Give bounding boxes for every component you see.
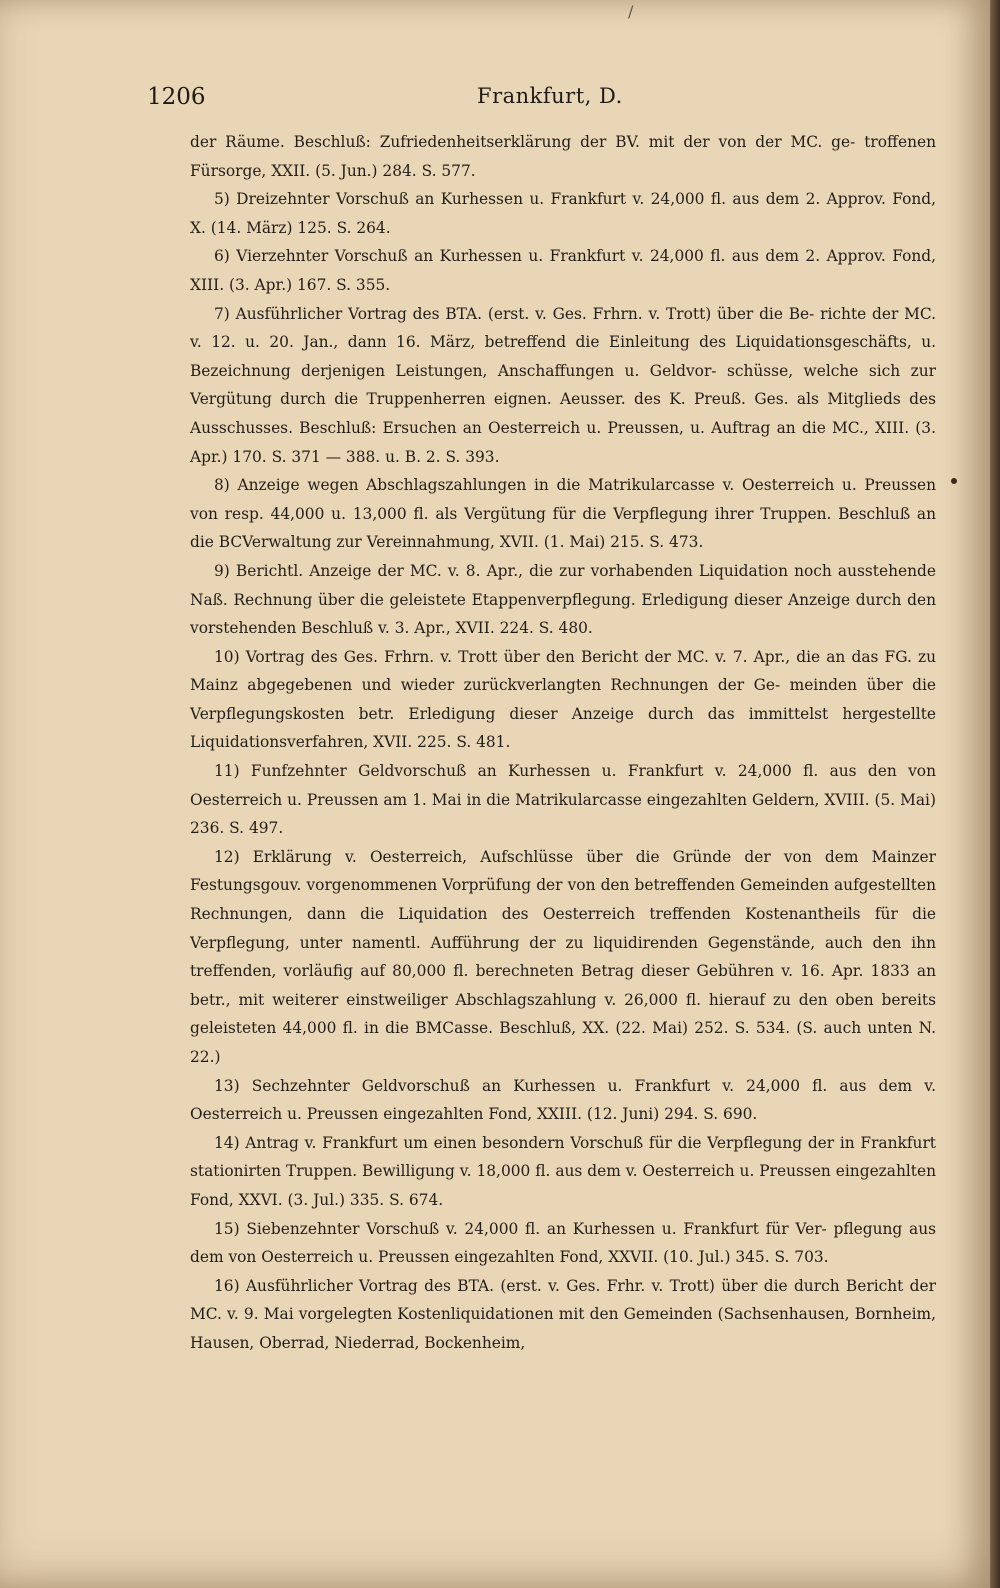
paragraph-item-14: 14) Antrag v. Frankfurt um einen besondern Vorschuß für die Verpflegung der in Frankfurt stationirten Truppen. Bewilligung v. 18,000 fl. aus dem v. Oesterreich u. Preussen eingezahlten Fond, XXVI. (3. Jul.) 335. S. 674.: [190, 1133, 936, 1209]
paragraph-item-9: 9) Berichtl. Anzeige der MC. v. 8. Apr., die zur vorhabenden Liquidation noch ausstehende Naß. Rechnung über die geleistete Etappenverpflegung. Erledigung dieser Anzeige durch den vorstehenden Beschluß v. 3. Apr., XVII. 224. S. 480.: [190, 561, 936, 638]
paragraph-item-5: 5) Dreizehnter Vorschuß an Kurhessen u. Frankfurt v. 24,000 fl. aus dem 2. Approv. Fond, X. (14. März) 125. S. 264.: [190, 190, 936, 237]
body-text: [190, 128, 936, 1358]
paragraph-item-16: 16) Ausführlicher Vortrag des BTA. (erst. v. Ges. Frhr. v. Trott) über die durch Bericht der MC. v. 9. Mai vorgelegten Kostenliquidationen mit den Gemeinden (Sachsenhausen, Bornheim, Hausen, Oberrad, Niederrad, Bockenheim,: [190, 1276, 936, 1352]
margin-ink-dot: [951, 478, 957, 484]
paragraph-item-15: 15) Siebenzehnter Vorschuß v. 24,000 fl. an Kurhessen u. Frankfurt für Ver- pflegung aus dem von Oesterreich u. Preussen eingezahlten Fond, XXVII. (10. Jul.) 345. S. 703.: [190, 1219, 936, 1267]
page-edge-shadow: [990, 0, 1000, 1588]
paragraph-item-13: 13) Sechzehnter Geldvorschuß an Kurhessen u. Frankfurt v. 24,000 fl. aus dem v. Oesterreich u. Preussen eingezahlten Fond, XXIII. (12. Juni) 294. S. 690.: [190, 1076, 936, 1124]
corner-mark: /: [628, 2, 634, 21]
running-head: Frankfurt, D.: [477, 84, 623, 108]
paragraph-item-12: 12) Erklärung v. Oesterreich, Aufschlüsse über die Gründe der von dem Mainzer Festungsgouv. vorgenommenen Vorprüfung der von den betreffenden Gemeinden aufgestellten Rechnungen, dann die Liquidation des Oesterreich treffenden Kostenantheils für die Verpflegung, unter namentl. Aufführung der zu liquidirenden Gegenstände, auch den ihn treffenden, vorläufig auf 80,000 fl. berechneten Betrag dieser Gebühren v. 16. Apr. 1833 an betr., mit weiterer einstweiliger Abschlagszahlung v. 26,000 fl. hierauf zu den oben bereits geleisteten 44,000 fl. in die BMCasse. Beschluß, XX. (22. Mai) 252. S. 534. (S. auch unten N. 22.): [190, 847, 936, 1066]
page-header: [147, 84, 937, 114]
paragraph-continuation: der Räume. Beschluß: Zufriedenheitserklärung der BV. mit der von der MC. ge- troffenen Fürsorge, XXII. (5. Jun.) 284. S. 577.: [190, 133, 936, 180]
paragraph-item-11: 11) Funfzehnter Geldvorschuß an Kurhessen u. Frankfurt v. 24,000 fl. aus den von Oesterreich u. Preussen am 1. Mai in die Matrikularcasse eingezahlten Geldern, XVIII. (5. Mai) 236. S. 497.: [190, 762, 936, 838]
paragraph-item-7: 7) Ausführlicher Vortrag des BTA. (erst. v. Ges. Frhrn. v. Trott) über die Be- richte der MC. v. 12. u. 20. Jan., dann 16. März, betreffend die Einleitung des Liquidationsgeschäfts, u. Bezeichnung derjenigen Leistungen, Anschaffungen u. Geldvor- schüsse, welche sich zur Vergütung durch die Truppenherren eignen. Aeusser. des K. Preuß. Ges. als Mitglieds des Ausschusses. Beschluß: Ersuchen an Oesterreich u. Preussen, u. Auftrag an die MC., XIII. (3. Apr.) 170. S. 371 — 388. u. B. 2. S. 393.: [190, 304, 936, 466]
paragraph-item-6: 6) Vierzehnter Vorschuß an Kurhessen u. Frankfurt v. 24,000 fl. aus dem 2. Approv. Fond, XIII. (3. Apr.) 167. S. 355.: [190, 247, 936, 294]
page-number: 1206: [147, 84, 206, 110]
paragraph-item-10: 10) Vortrag des Ges. Frhrn. v. Trott über den Bericht der MC. v. 7. Apr., die an das FG. zu Mainz abgegebenen und wieder zurückverlangten Rechnungen der Ge- meinden über die Verpflegungskosten betr. Erledigung dieser Anzeige durch das immittelst hergestellte Liquidationsverfahren, XVII. 225. S. 481.: [190, 647, 936, 752]
paragraph-item-8: 8) Anzeige wegen Abschlagszahlungen in die Matrikularcasse v. Oesterreich u. Preussen von resp. 44,000 u. 13,000 fl. als Vergütung für die Verpflegung ihrer Truppen. Beschluß an die BCVerwaltung zur Vereinnahmung, XVII. (1. Mai) 215. S. 473.: [190, 476, 936, 552]
